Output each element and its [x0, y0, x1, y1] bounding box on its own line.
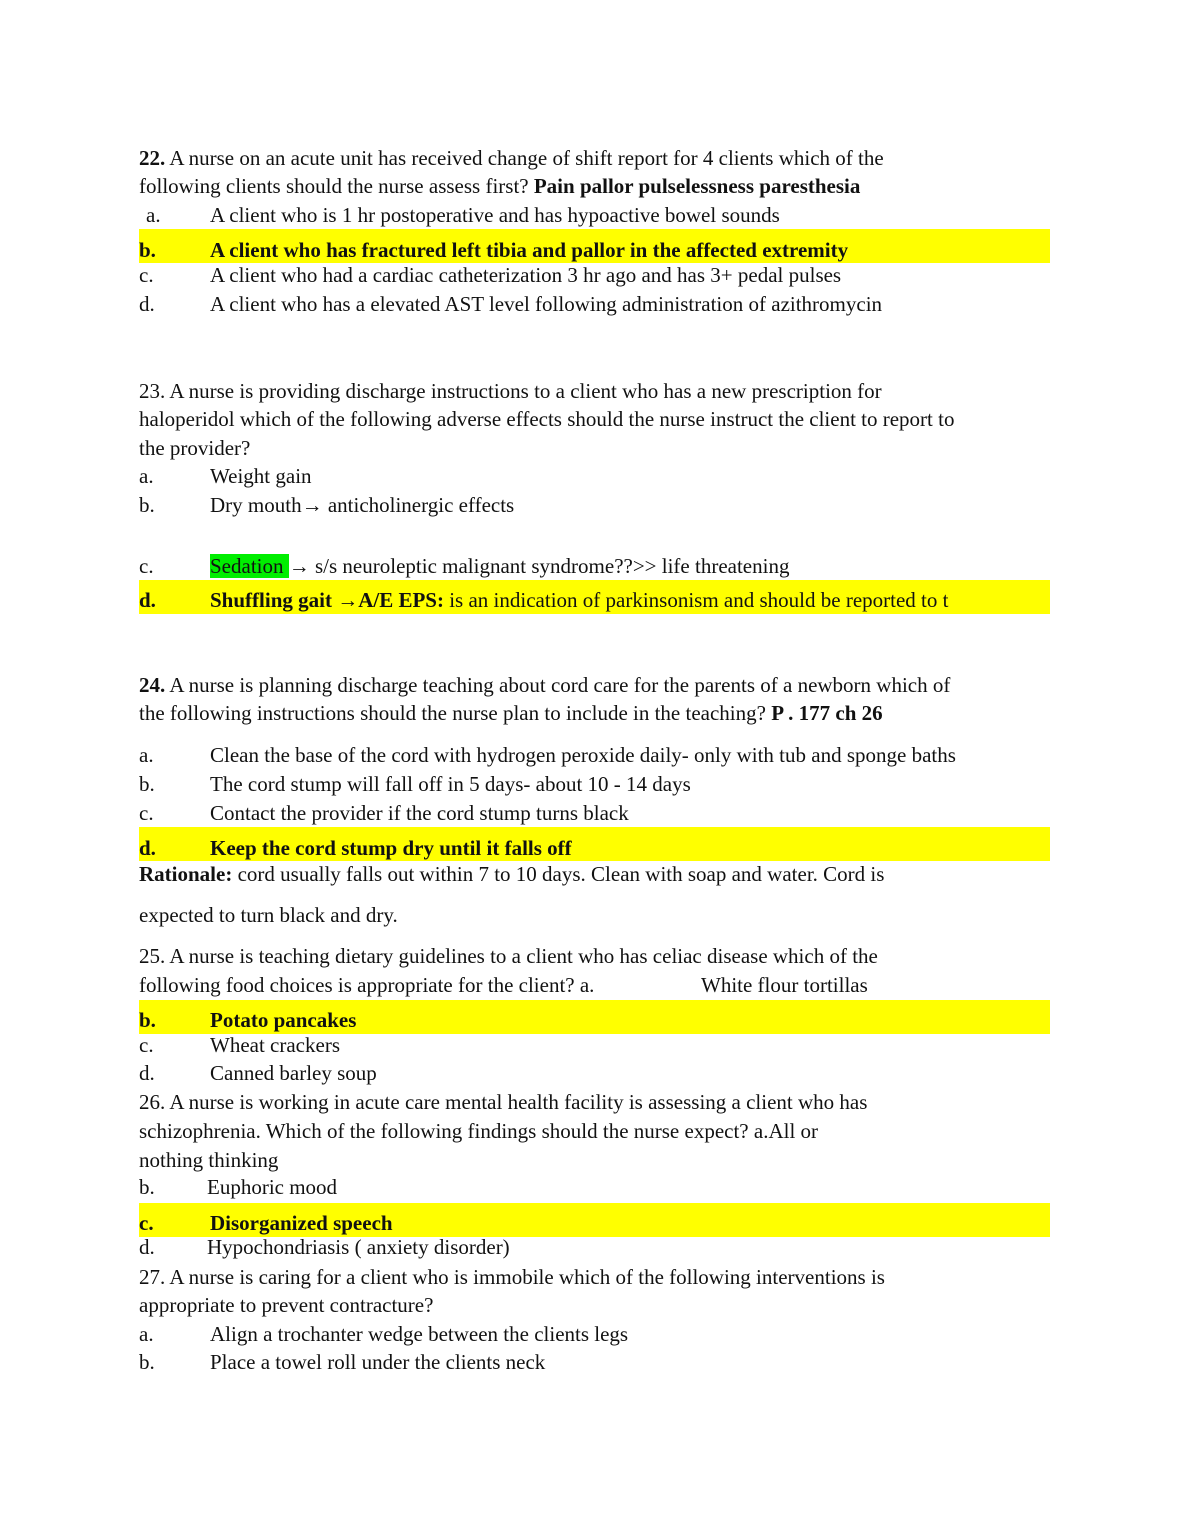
question-text: A nurse is planning discharge teaching about cord care for the parents of a newborn which of [165, 673, 951, 697]
option-letter: c. [139, 1211, 154, 1235]
option-letter: d. [139, 588, 156, 612]
option-text: Dry mouth→ anticholinergic effects [210, 493, 515, 517]
option-letter: c. [139, 554, 154, 578]
option-letter: c. [139, 1033, 154, 1057]
option-text: White flour tortillas [701, 973, 868, 997]
option-letter: b. [139, 1175, 155, 1199]
option-letter: a. [139, 1322, 154, 1346]
question-26-stem-line3 [139, 1146, 278, 1174]
question-23-stem-line3 [139, 434, 250, 462]
question-25-stem [139, 942, 878, 970]
option-text: Disorganized speech [210, 1211, 393, 1235]
question-23-stem-line2 [139, 405, 954, 433]
option-letter: a. [139, 743, 154, 767]
question-26-stem [139, 1088, 867, 1116]
question-text: the following instructions should the nurse plan to include in the teaching? [139, 701, 772, 725]
question-text: the provider? [139, 436, 251, 460]
highlighted-term: Sedation [210, 554, 289, 578]
question-24-stem [139, 671, 950, 699]
option-text: is an indication of parkinsonism and should be reported to t [443, 588, 949, 612]
question-23-stem [139, 377, 882, 405]
option-letter: b. [139, 1350, 155, 1374]
option-letter: b. [139, 1008, 156, 1032]
option-text: → s/s neuroleptic malignant syndrome??>> life threatening [288, 554, 790, 578]
question-number: 22. [139, 146, 166, 170]
question-text: 23. A nurse is providing discharge instructions to a client who has a new prescription for [139, 379, 882, 403]
rationale-text: expected to turn black and dry. [139, 903, 398, 927]
option-letter: b. [139, 493, 155, 517]
option-letter: d. [139, 1235, 155, 1259]
question-text: schizophrenia. Which of the following findings should the nurse expect? a.All or [139, 1119, 819, 1143]
option-text: A client who has a elevated AST level following administration of azithromycin [210, 292, 883, 316]
question-text: A nurse on an acute unit has received change of shift report for 4 clients which of the [165, 146, 884, 170]
option-text: Euphoric mood [207, 1175, 338, 1199]
option-text: Hypochondriasis ( anxiety disorder) [207, 1235, 510, 1259]
option-text: Clean the base of the cord with hydrogen peroxide daily- only with tub and sponge baths [210, 743, 956, 767]
option-letter: b. [139, 772, 155, 796]
option-text: A client who is 1 hr postoperative and has hypoactive bowel sounds [210, 203, 780, 227]
question-22-stem-line2 [139, 172, 860, 200]
option-letter: b. [139, 238, 156, 262]
option-letter: d. [139, 836, 156, 860]
question-27-stem-line2 [139, 1291, 433, 1319]
option-text: Weight gain [210, 464, 312, 488]
question-text: 27. A nurse is caring for a client who is immobile which of the following interventions is [139, 1265, 885, 1289]
rationale-line2 [139, 901, 398, 929]
study-note: Pain pallor pulselessness paresthesia [533, 174, 861, 198]
option-text: Keep the cord stump dry until it falls off [210, 836, 572, 860]
question-27-stem [139, 1263, 885, 1291]
option-letter: a. [139, 464, 154, 488]
option-text: Wheat crackers [210, 1033, 340, 1057]
option-letter: a. [146, 203, 161, 227]
question-26-stem-line2 [139, 1117, 818, 1145]
question-text: following food choices is appropriate for the client? a. [139, 973, 595, 997]
option-text: A client who has fractured left tibia and pallor in the affected extremity [210, 238, 849, 262]
question-number: 24. [139, 673, 166, 697]
option-letter: d. [139, 292, 155, 316]
option-letter: d. [139, 1061, 155, 1085]
option-text: Potato pancakes [210, 1008, 357, 1032]
option-text: A client who had a cardiac catheterization 3 hr ago and has 3+ pedal pulses [210, 263, 842, 287]
option-text: Align a trochanter wedge between the clients legs [210, 1322, 629, 1346]
question-text: haloperidol which of the following adverse effects should the nurse instruct the client to report to [139, 407, 955, 431]
question-text: appropriate to prevent contracture? [139, 1293, 434, 1317]
option-text: Place a towel roll under the clients neck [210, 1350, 546, 1374]
question-25-stem-line2 [139, 971, 868, 999]
page-reference: P . 177 ch 26 [771, 701, 883, 725]
option-text: Canned barley soup [210, 1061, 377, 1085]
option-text: Contact the provider if the cord stump turns black [210, 801, 629, 825]
rationale-text: cord usually falls out within 7 to 10 days. Clean with soap and water. Cord is [232, 862, 885, 886]
question-text: nothing thinking [139, 1148, 279, 1172]
question-text: 26. A nurse is working in acute care mental health facility is assessing a client who has [139, 1090, 868, 1114]
option-text-bold: Shuffling gait →A/E EPS: [210, 588, 444, 612]
question-24-stem-line2 [139, 699, 883, 727]
question-text: 25. A nurse is teaching dietary guidelines to a client who has celiac disease which of the [139, 944, 878, 968]
rationale-label: Rationale: [139, 862, 233, 886]
option-text: The cord stump will fall off in 5 days- about 10 - 14 days [210, 772, 691, 796]
option-letter: c. [139, 263, 154, 287]
rationale [139, 860, 884, 888]
question-22-stem [139, 144, 884, 172]
option-letter: c. [139, 801, 154, 825]
question-text: following clients should the nurse assess first? [139, 174, 534, 198]
